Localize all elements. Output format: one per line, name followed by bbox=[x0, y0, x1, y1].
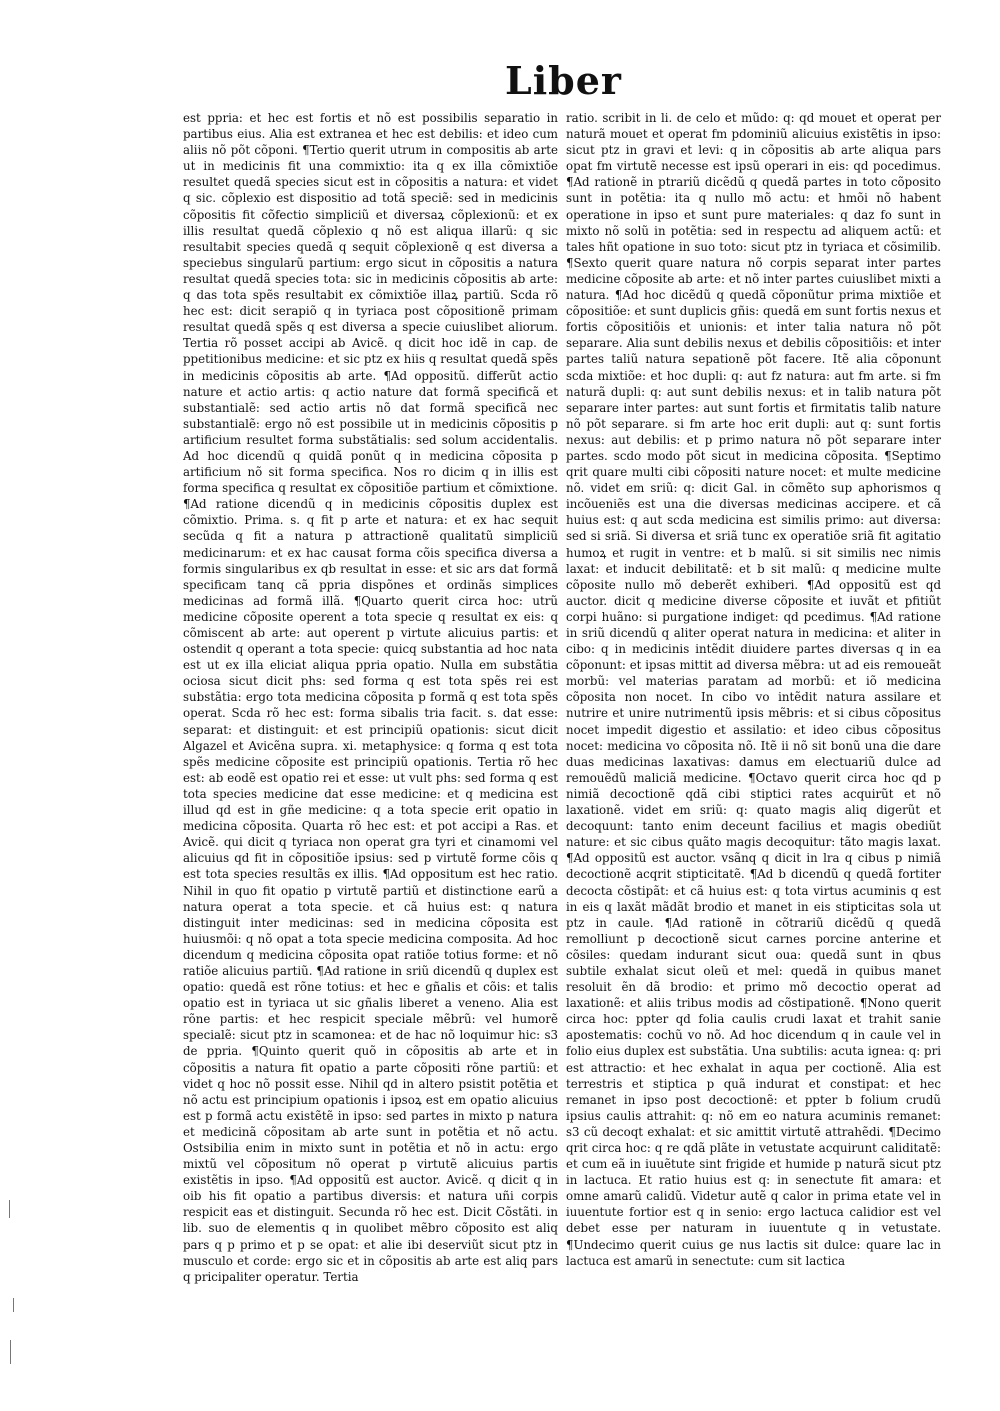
column-text: est ppria: et hec est fortis et nõ est possibilis separatio in partibus eius. Alia est extranea et hec est debilis: et ideo cum aliis nõ põt cõponi. ¶Tertio querit utrum in compositis ab arte ut in medicinis fit una commixtio: ita q ex illa cõmixtiõe resultet quedã species sicut est in cõpositis a natura: et videt q sic. cõplexio est dispositio ad totã speciẽ: sed in medicinis cõpositis fit cõfectio simpliciũ et diversaꝝ cõplexionũ: et ex illis resultat quedã cõplexio q nõ est aliqua illarũ: q sic resultabit species quedã q sequit cõplexionẽ q est diversa a speciebus singularũ partium: ergo sicut in cõpositis a natura resultat quedã species tota: sic in medicinis cõpositis ab arte: q das tota spẽs resultabit ex cõmixtiõe illaꝝ partiũ. Scda rõ hec est: dicit serapiõ q in tyriaca post cõpositionẽ primam resultat quedã spẽs q est diversa a specie cuiuslibet aliorum. Tertia rõ posset accipi ab Avicẽ. q dicit hoc idẽ in cap. de ppetitionibus medicine: et sic ptz ex hiis q resultat quedã spẽs in medicinis cõpositis ab arte. ¶Ad oppositũ. differũt actio nature et actio artis: q actio nature dat formã specificã et substantialẽ: sed actio artis nõ dat formã specificã nec substantialẽ: ergo nõ est possibile ut in medicinis cõpositis p artificium resultet forma substãtialis: sed solum accidentalis. Ad hoc dicendũ q quidã ponũt q in medicina cõposita p artificium nõ sit forma specifica. Nos ro dicim q in illis est forma specifica q resultat ex cõpositiõe partium et cõmixtione. ¶Ad ratione dicendũ q in medicinis cõpositis duplex est cõmixtio. Prima. s. q fit p arte et natura: et ex hac sequit secũda q fit a natura p attractionẽ qualitatũ simpliciũ medicinarum: et ex hac causat forma cõis specifica diversa a formis singularibus ex qb resultat in esse: et sic ars dat formã specificam tanq cã ppria dispõnes et ordinãs simplices medicinas ad formã illã. ¶Quarto querit circa hoc: utrũ medicine cõposite operent a tota specie q resultat ex eis: q cõmiscent ab arte: aut operent p virtute alicuius partis: et ostendit q operant a tota specie: quicq substantia ad hoc nata est ut ex illa eliciat aliqua ppria opatio. Nulla em substãtia ociosa sicut dicit phs: sed forma q est tota spẽs rei est substãtia: ergo tota medicina cõposita p formã q est tota spẽs operat. Scda rõ hec est: forma sibalis tria facit. s. dat esse: separat: et distinguit: et est principiũ opationis: sicut dicit Algazel et Avicẽna supra. xi. metaphysice: q forma q est tota spẽs medicine cõposite est principiũ opationis. Tertia rõ hec est: ab eodẽ est opatio rei et esse: ut vult phs: sed forma q est tota species medicine dat esse medicine: et q medicina est illud qd est in gñe medicine: q a tota specie erit opatio in medicina cõposita. Quarta rõ hec est: et pot accipi a Ras. et Avicẽ. qui dicit q tyriaca non operat gra tyri et cinamomi vel alicuius qd fit in cõpositiõe ipsius: sed p virtutẽ forme cõis q est tota species resultãs ex illis. ¶Ad oppositum est hec ratio. Nihil in quo fit opatio p virtutẽ partiũ et distinctione earũ a natura operat a tota specie. et cã huius est: q natura distinguit inter medicinas: sed in medicina cõposita est huiusmõi: q nõ opat a tota specie medicina composita. Ad hoc dicendum q medicina cõposita opat ratiõe totius forme: et nõ ratiõe alicuius partiũ. ¶Ad ratione in sriũ dicendũ q duplex est opatio: quedã est rõne totius: et hec e gñalis et cõis: et talis opatio est in tyriaca ut sic gñalis liberet a veneno. Alia est rõne partis: et hec respicit speciale mẽbrũ: vel humorẽ specialẽ: sicut ptz in scamonea: et de hac nõ loquimur hic: s3 de ppria. ¶Quinto querit quõ in cõpositis ab arte et in cõpositis a natura fit opatio a parte cõpositi rõne partiũ: et videt q hoc nõ possit esse. Nihil qd in altero psistit potẽtia et nõ actu est principium opationis i ipsoꝝ est em opatio alicuius est p formã actu existẽtẽ in ipso: sed partes in mixto p natura et medicinã cõpositam ab arte sunt in potẽtia et nõ actu. Ostsibilia enim in mixto sunt in potẽtia et nõ in actu: ergo mixtũ vel cõpositum nõ operat p virtutẽ alicuius partis existẽtis in ipso. ¶Ad oppositũ est auctor. Avicẽ. q dicit q in oib his fit opatio a partibus diversis: et natura uñi corpis respicit eas et distinguit. Secunda rõ hec est. Dicit Cõstãti. in lib. suo de elementis q in quolibet mẽbro cõposito est aliq pars q p primo et p se opat: et alie ibi deserviũt sicut ptz in musculo et corde: ergo sic et in cõpositis ab arte est aliq pars q pricipaliter operatur. Tertia bbox=[183, 111, 558, 1284]
scan-mark bbox=[9, 1200, 10, 1218]
running-head: Liber bbox=[505, 58, 622, 103]
scan-mark bbox=[13, 1298, 14, 1312]
scan-mark bbox=[10, 1340, 11, 1364]
column-text: ratio. scribit in li. de celo et mũdo: q: qd mouet et operat per naturã mouet et operat fm pdominiũ alicuius existẽtis in ipso: sicut ptz in gravi et levi: q in cõpositis ab arte aliqua pars opat fm virtutẽ necesse est ipsũ operari in eis: qd pocedimus. ¶Ad rationẽ in ptrariũ dicẽdũ q quedã partes in toto cõposito sunt in potẽtia: ita q nullo mõ actu: et hmõi nõ habent operatione in ipso et sunt pure materiales: q daz fo sunt in mixto nõ solũ in potẽtia: sed in respectu ad aliquem actũ: et tales hñt opatione in suo toto: sicut ptz in tyriaca et cõsimilib. ¶Sexto querit quare natura nõ corpis separat inter partes medicine cõposite ab arte: et nõ inter partes cuiuslibet mixti a natura. ¶Ad hoc dicẽdũ q quedã cõponũtur prima mixtiõe et cõpositiõe: et sunt duplicis gñis: quedã em sunt fortis nexus et fortis cõpositiõis et unionis: et inter talia natura nõ põt separare. Alia sunt debilis nexus et debilis cõpositiõis: et inter partes taliũ natura sepationẽ põt facere. Itẽ alia cõponunt scda mixtiõe: et hoc dupli: q: aut fz natura: aut fm arte. si fm naturã dupli: q: aut sunt debilis nexus: et in talib natura põt separare inter partes: aut sunt fortis et firmitatis talib nature nõ põt separare. si fm arte hoc erit dupli: aut q: sunt fortis nexus: aut debilis: et p primo natura nõ põt separare inter partes. scdo modo põt sicut in medicina cõposita. ¶Septimo qrit quare multi cibi cõpositi nature nocet: et multe medicine nõ. videt em sriũ: q: dicit Gal. in cõmẽto sup aphorismos q incõueniẽs est una die diversas medicinas accipere. et cã huius est: q aut scda medicina est similis primo: aut diversa: sed si sriã. Si diversa et sriã tunc ex operatiõe sriã fit agitatio humoꝝ et rugit in ventre: et b malũ. si sit similis nec nimis laxat: et inducit debilitatẽ: et b sit malũ: q medicine multe cõposite nullo mõ deberẽt exhiberi. ¶Ad oppositũ est qd auctor. dicit q medicine diverse cõposite et iuvãt et pfitiũt corpi huãno: si purgatione indiget: qd pcedimus. ¶Ad ratione in sriũ dicendũ q aliter operat natura in medicina: et aliter in cibo: q in medicinis intẽdit diuidere partes diversas q in ea cõponunt: et ipsas mittit ad diversa mẽbra: ut ad eis remoueãt morbũ: vel materias paratam ad morbũ: et iõ medicina cõposita non nocet. In cibo vo intẽdit natura assilare et nutrire et unire nutrimentũ ipsis mẽbris: et si cibus cõpositus nocet impedit digestio et assilatio: et ideo cibus cõpositus nocet: medicina vo cõposita nõ. Itẽ ii nõ sit bonũ una die dare duas medicinas laxativas: damus em electuariũ dulce ad remouẽdũ maliciã medicine. ¶Octavo querit circa hoc qd p nimiã decoctionẽ qdã cibi stiptici rates acquirũt et nõ laxationẽ. videt em sriũ: q: quato magis aliq digerũt et decoquunt: tanto enim deceunt facilius et magis obediũt nature: et sic cibus quãto magis decoquitur: tãto magis laxat. ¶Ad oppositũ est auctor. vsãnq q dicit in lra q cibus p nimiã decoctionẽ acqrit stipticitatẽ. ¶Ad b dicendũ q quedã fortiter decocta cõstipãt: et cã huius est: q tota virtus acuminis q est in eis q laxãt mãdãt brodio et manet in eis stipticitas sola ut ptz in caule. ¶Ad rationẽ in cõtrariũ dicẽdũ q quedã remolliunt p decoctionẽ sicut carnes porcine anterine et cõsiles: quedam indurant sicut oua: quedã sunt in qbus subtile exhalat sicut oleũ et mel: quedã in quibus manet resoluit ẽn dã brodio: et primo mõ decoctio operat ad laxationẽ: et aliis tribus modis ad cõstipationẽ. ¶Nono querit circa hoc: ppter qd folia caulis crudi laxat et trahit sanie apostematis: cochũ vo nõ. Ad hoc dicendum q in caule vel in folio eius duplex est substãtia. Una subtilis: acuta ignea: q: pri est attractio: et hec exhalat in aqua per coctionẽ. Alia est terrestris et stiptica p quã indurat et constipat: et hec remanet in ipso post decoctionẽ: et ppter b folium crudũ ipsius caulis attrahit: q: nõ em eo natura acuminis remanet: s3 cũ decoqt exhalat: et sic amittit virtutẽ attrahẽdi. ¶Decimo qrit circa hoc: q re qdã plãte in vetustate acquirunt caliditatẽ: et cum eã in iuuẽtute sint frigide et humide p naturã sicut ptz in lactuca. Et ratio huius est q: in senectute fit amara: et omne amarũ calidũ. Videtur autẽ q calor in prima etate vel in iuuentute fortior est q in senio: ergo lactuca calidior est vel debet esse per naturam in iuuentute q in vetustate. ¶Undecimo querit cuius ge nus lactis sit dulce: quare lac in lactuca est amarũ in senectute: cum sit lactica bbox=[566, 111, 941, 1268]
text-column-left bbox=[183, 110, 558, 1284]
text-column-right bbox=[566, 110, 941, 1268]
margin-scan-marks bbox=[6, 1200, 18, 1400]
